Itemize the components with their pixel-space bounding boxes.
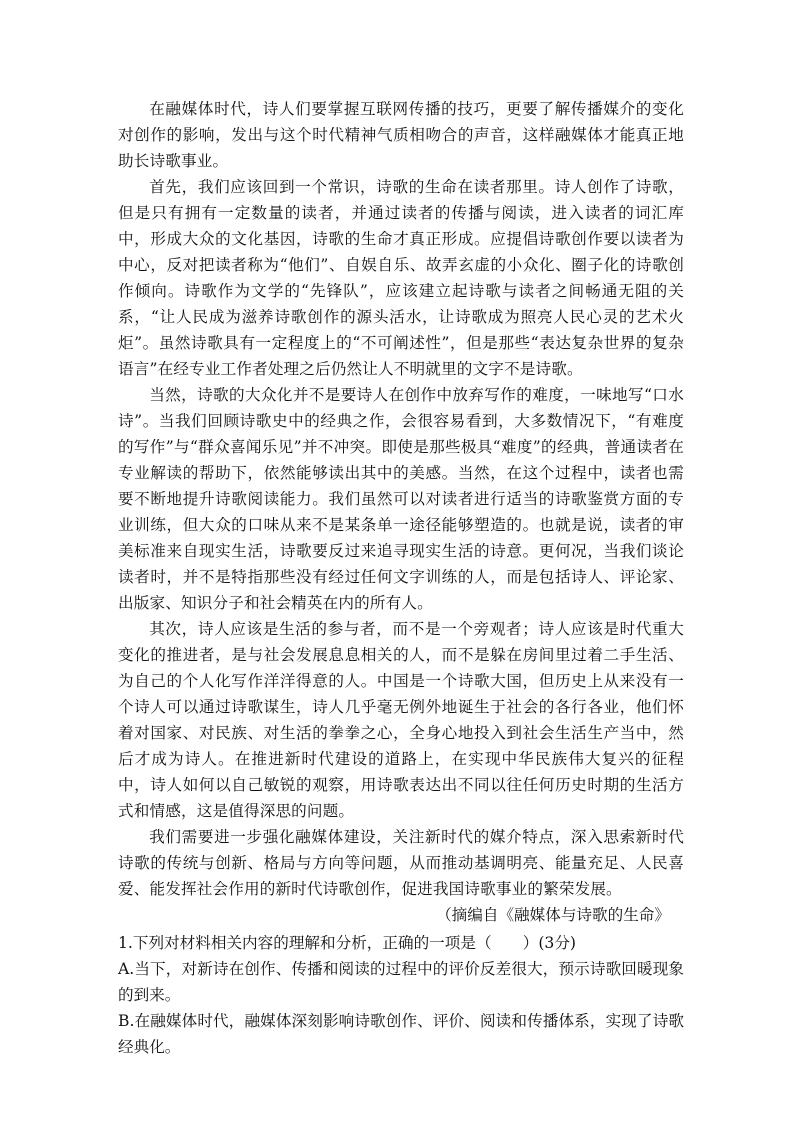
article-paragraph-3: 当然，诗歌的大众化并不是要诗人在创作中放弃写作的难度，一味地写“口水诗”。当我们回顾诗歌史中的经典之作，会很容易看到，大多数情况下，“有难度的写作”与“群众喜闻乐见”并不冲突。即使是那些极具“难度”的经典，普通读者在专业解读的帮助下，依然能够读出其中的美感。当然，在这个过程中，读者也需要不断地提升诗歌阅读能力。我们虽然可以对读者进行适当的诗歌鉴赏方面的专业训练，但大众的口味从来不是某条单一途径能够塑造的。也就是说，读者的审美标准来自现实生活，诗歌要反过来追寻现实生活的诗意。更何况，当我们谈论读者时，并不是特指那些没有经过任何文字训练的人，而是包括诗人、评论家、出版家、知识分子和社会精英在内的所有人。 <box>118 386 684 612</box>
article-body <box>118 96 684 928</box>
document-page <box>118 96 684 1060</box>
question-stem: 1.下列对材料相关内容的理解和分析，正确的一项是（ ）(3分) <box>118 934 576 952</box>
question-option-b[interactable]: B.在融媒体时代，融媒体深刻影响诗歌创作、评价、阅读和传播体系，实现了诗歌经典化。 <box>118 1012 684 1056</box>
article-source: （摘编自《融媒体与诗歌的生命》 <box>436 906 670 924</box>
article-paragraph-2: 首先，我们应该回到一个常识，诗歌的生命在读者那里。诗人创作了诗歌，但是只有拥有一定数量的读者，并通过读者的传播与阅读，进入读者的词汇库中，形成大众的文化基因，诗歌的生命才真正形成。应提倡诗歌创作要以读者为中心，反对把读者称为“他们”、自娱自乐、故弄玄虚的小众化、圈子化的诗歌创作倾向。诗歌作为文学的“先锋队”，应该建立起诗歌与读者之间畅通无阻的关系，“让人民成为滋养诗歌创作的源头活水，让诗歌成为照亮人民心灵的艺术火炬”。虽然诗歌具有一定程度上的“不可阐述性”，但是那些“表达复杂世界的复杂语言”在经专业工作者处理之后仍然让人不明就里的文字不是诗歌。 <box>118 178 684 378</box>
question-option-a[interactable]: A.当下，对新诗在创作、传播和阅读的过程中的评价反差很大，预示诗歌回暖现象的到来。 <box>118 960 684 1004</box>
article-paragraph-5: 我们需要进一步强化融媒体建设，关注新时代的媒介特点，深入思索新时代诗歌的传统与创新、格局与方向等问题，从而推动基调明亮、能量充足、人民喜爱、能发挥社会作用的新时代诗歌创作，促进我国诗歌事业的繁荣发展。 <box>118 828 684 898</box>
article-paragraph-4: 其次，诗人应该是生活的参与者，而不是一个旁观者；诗人应该是时代重大变化的推进者，是与社会发展息息相关的人，而不是躲在房间里过着二手生活、为自己的个人化写作洋洋得意的人。中国是一个诗歌大国，但历史上从来没有一个诗人可以通过诗歌谋生，诗人几乎毫无例外地诞生于社会的各行各业，他们怀着对国家、对民族、对生活的拳拳之心，全身心地投入到社会生活生产当中，然后才成为诗人。在推进新时代建设的道路上，在实现中华民族伟大复兴的征程中，诗人如何以自己敏锐的观察，用诗歌表达出不同以往任何历史时期的生活方式和情感，这是值得深思的问题。 <box>118 620 684 820</box>
article-paragraph-1: 在融媒体时代，诗人们要掌握互联网传播的技巧，更要了解传播媒介的变化对创作的影响，发出与这个时代精神气质相吻合的声音，这样融媒体才能真正地助长诗歌事业。 <box>118 100 684 170</box>
question-block <box>118 930 684 1060</box>
